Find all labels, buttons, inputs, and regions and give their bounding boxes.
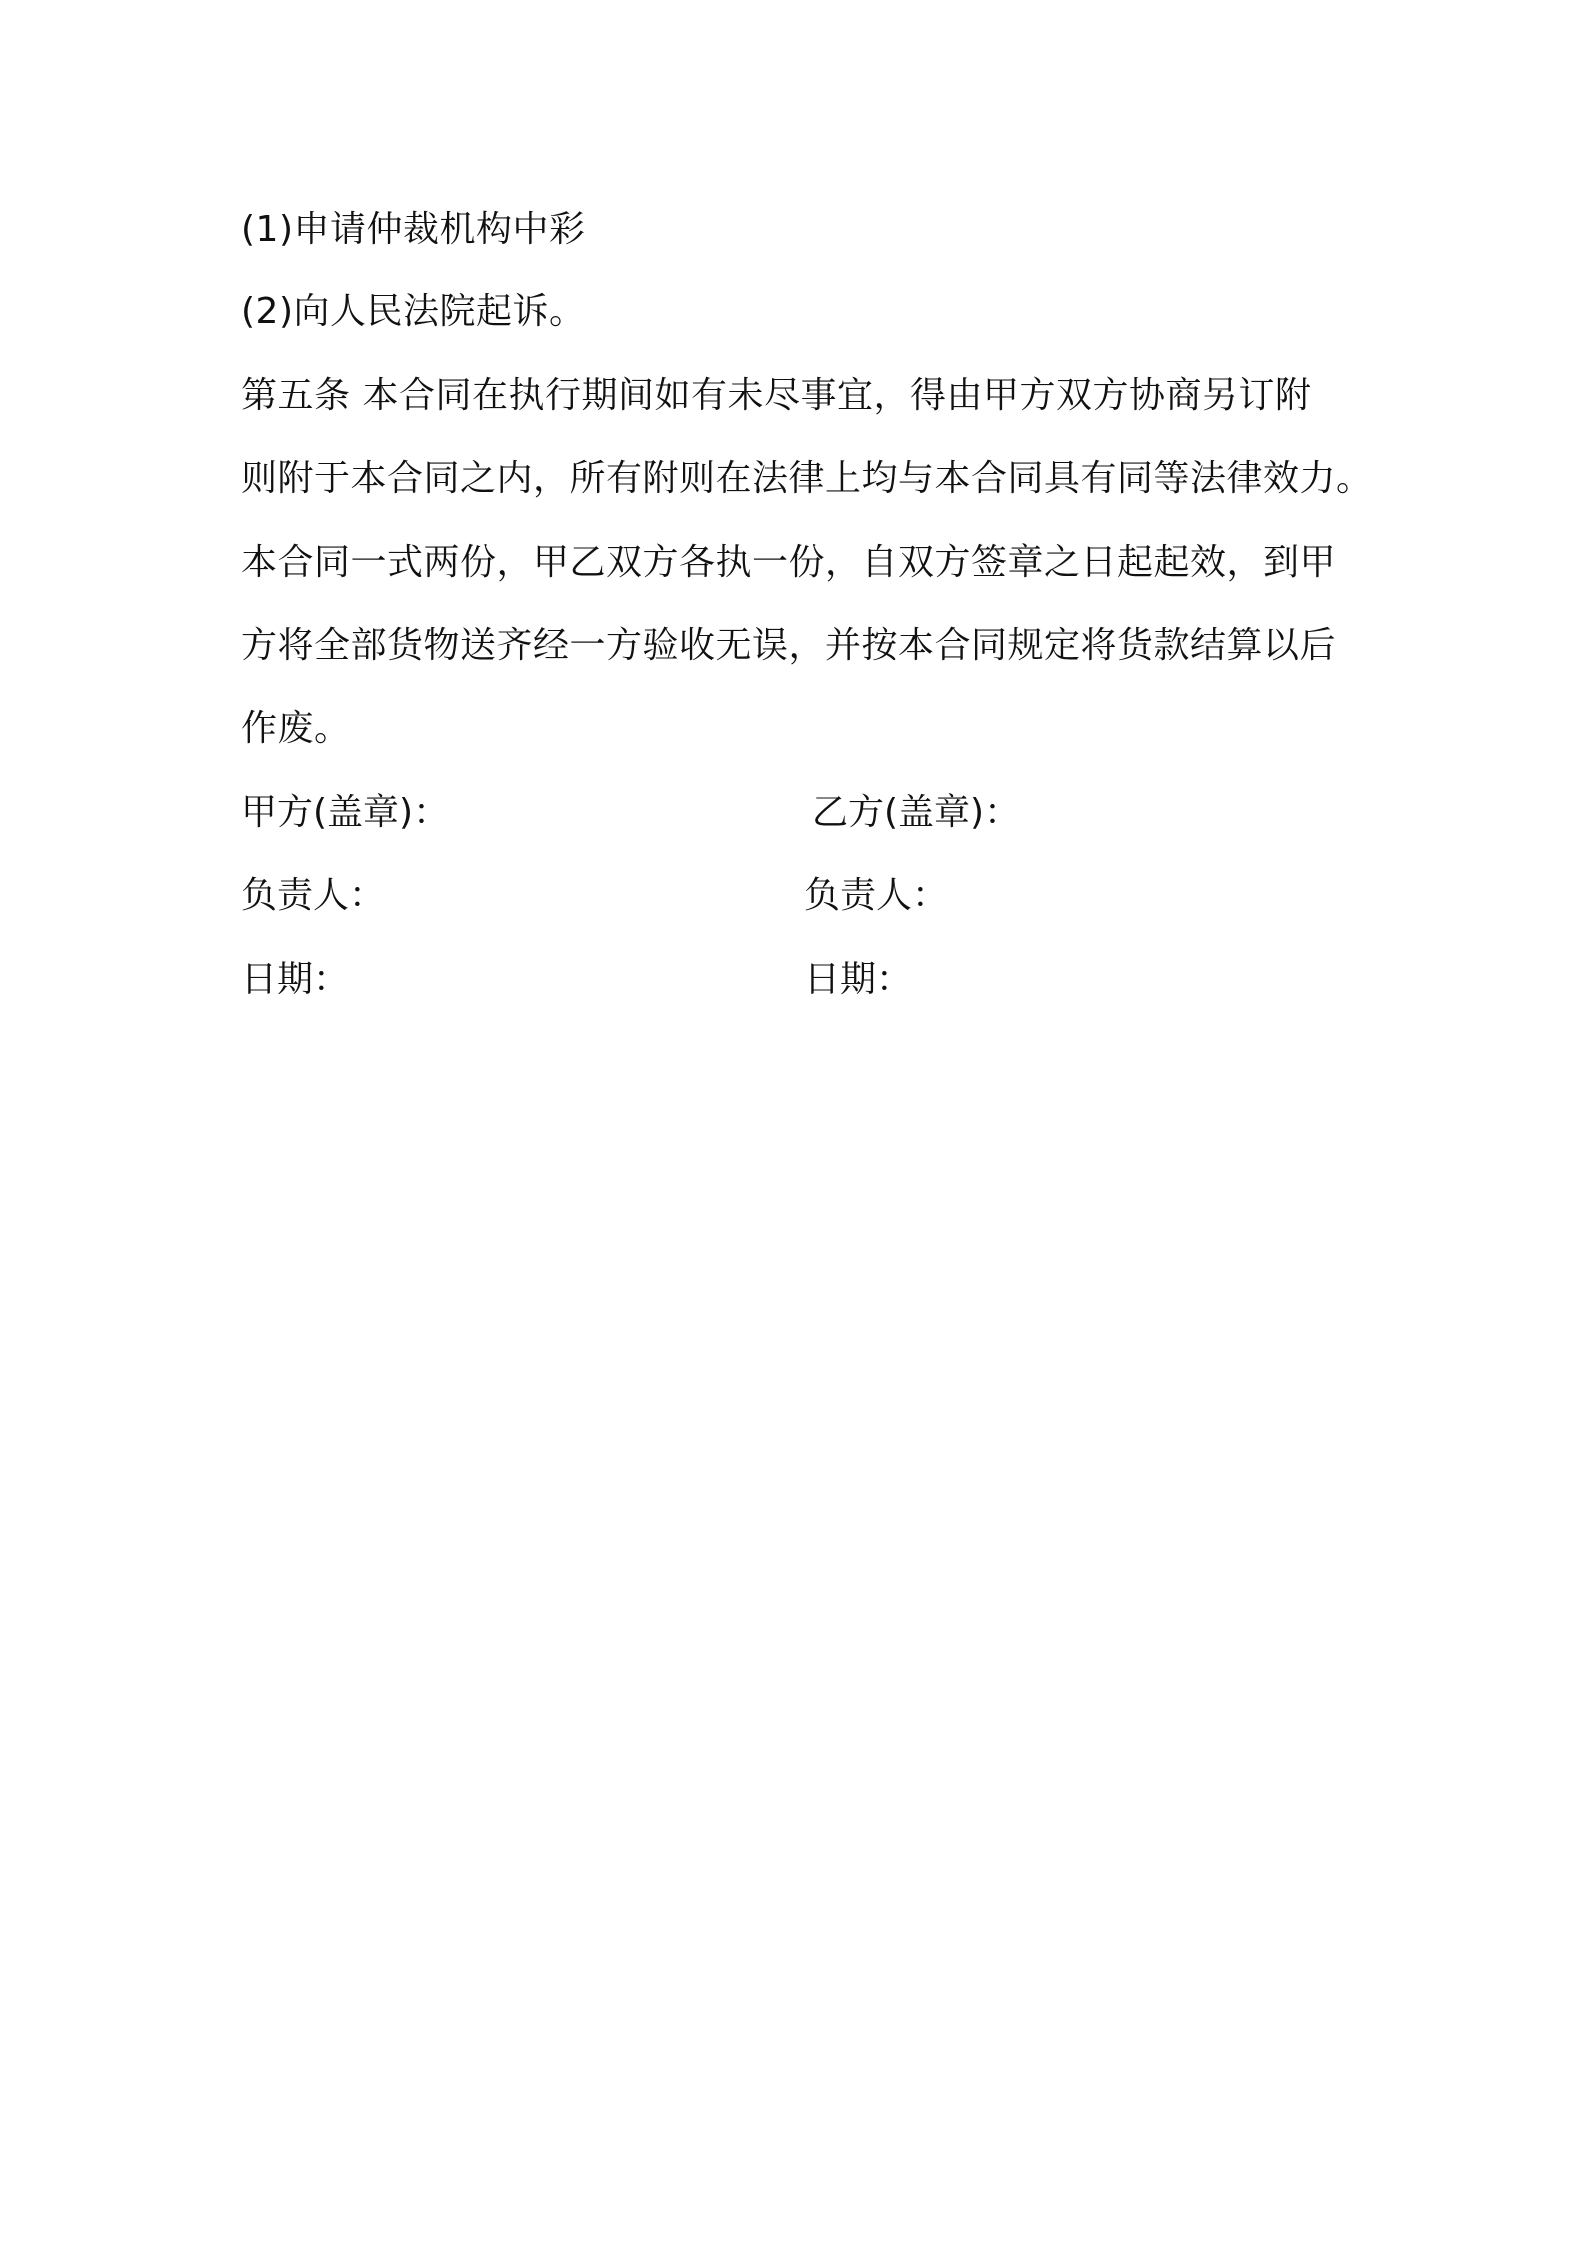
article-five-line-2: 则附于本合同之内，所有附则在法律上均与本合同具有同等法律效力。 xyxy=(241,458,1373,499)
party-b-person-label: 负责人： xyxy=(804,875,949,916)
copies-line-3: 作废。 xyxy=(241,708,351,749)
party-a-seal-label: 甲方(盖章)： xyxy=(241,792,450,833)
clause-item-1: (1)申请仲裁机构中彩 xyxy=(241,209,586,250)
clause-item-2: (2)向人民法院起诉。 xyxy=(241,291,586,332)
copies-line-2: 方将全部货物送齐经一方验收无误，并按本合同规定将货款结算以后 xyxy=(241,625,1337,666)
party-b-seal-label: 乙方(盖章)： xyxy=(812,792,1021,833)
party-a-date-label: 日期： xyxy=(241,959,350,1000)
party-a-person-label: 负责人： xyxy=(241,875,386,916)
copies-line-1: 本合同一式两份，甲乙双方各执一份，自双方签章之日起起效，到甲 xyxy=(241,542,1337,583)
article-five-line-1: 第五条 本合同在执行期间如有未尽事宜，得由甲方双方协商另订附 xyxy=(241,375,1312,416)
party-b-date-label: 日期： xyxy=(804,959,913,1000)
